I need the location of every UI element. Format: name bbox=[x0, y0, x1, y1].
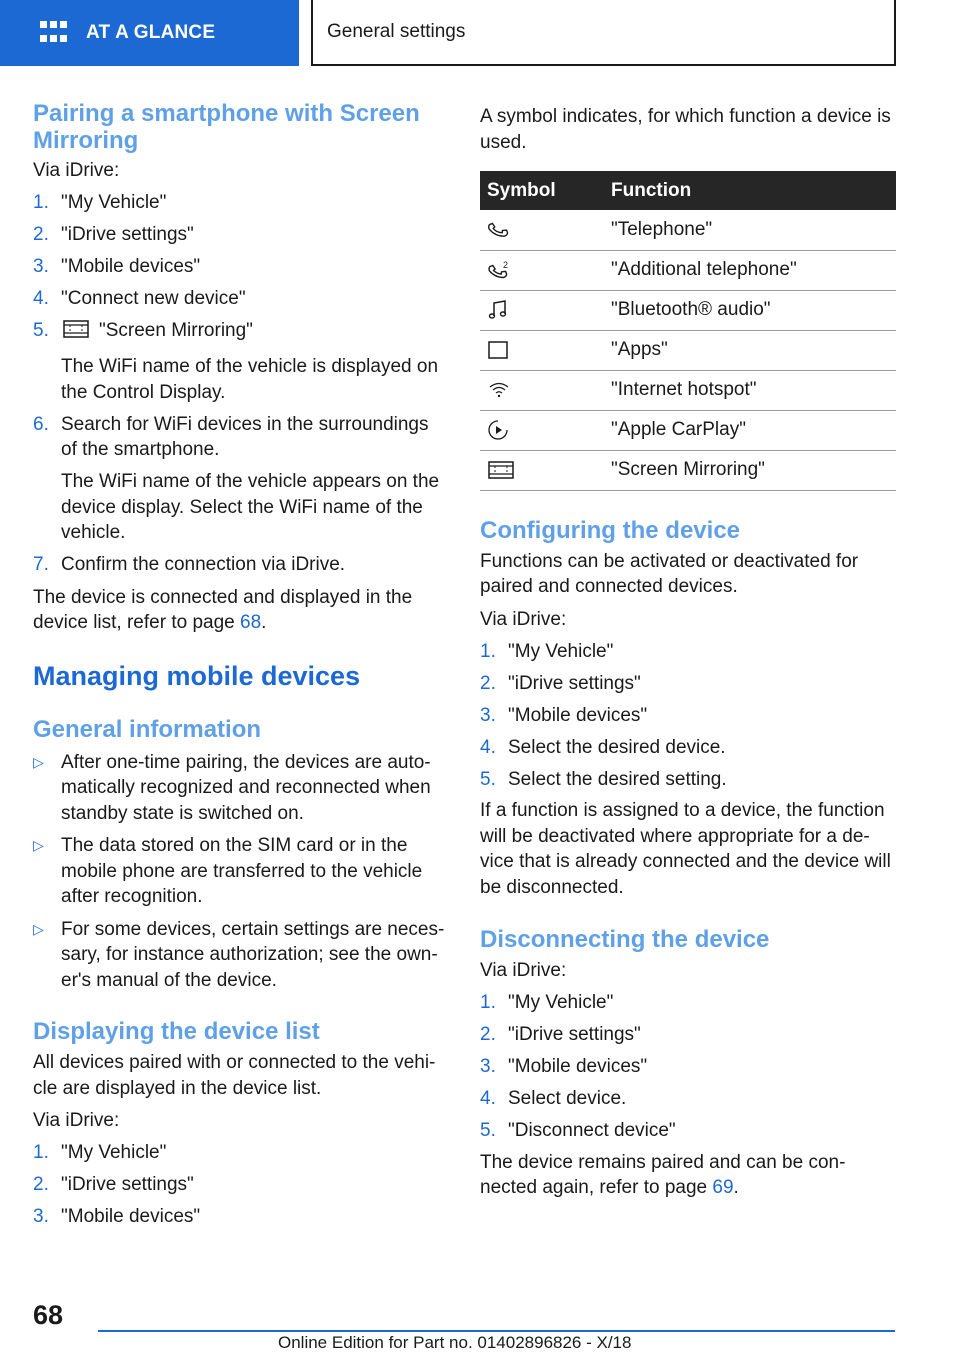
disconnecting-steps bbox=[480, 990, 896, 1144]
function-cell: "Screen Mirroring" bbox=[604, 450, 896, 490]
device-list-heading: Displaying the device list bbox=[33, 1018, 320, 1045]
step-text: "My Vehicle" bbox=[61, 192, 167, 213]
step-text: "My Vehicle" bbox=[508, 992, 614, 1013]
pairing-steps bbox=[33, 190, 448, 578]
list-item bbox=[480, 1022, 896, 1048]
bullet-text: After one-time pairing, the devices are auto-matically recognized and reconnected when standby state is switched on. bbox=[61, 751, 431, 824]
step-number: 2. bbox=[480, 672, 496, 694]
music-note-icon bbox=[487, 299, 604, 321]
list-item bbox=[480, 735, 896, 761]
connected-text: The device is connected and displayed in the device list, refer to page 68. bbox=[33, 586, 413, 633]
list-item bbox=[33, 412, 448, 546]
additional-telephone-icon bbox=[487, 259, 604, 281]
general-bullets bbox=[33, 750, 448, 994]
table-row bbox=[480, 330, 896, 370]
list-item bbox=[33, 833, 448, 910]
step-subtext: The WiFi name of the vehicle is displayed on the Control Display. bbox=[61, 356, 439, 403]
step-text: Select device. bbox=[508, 1088, 627, 1109]
step-number: 4. bbox=[480, 1088, 496, 1109]
device-list-steps bbox=[33, 1140, 448, 1230]
disconnecting-heading: Disconnecting the device bbox=[480, 926, 770, 953]
at-a-glance-tab[interactable] bbox=[0, 0, 299, 66]
right-column bbox=[480, 104, 896, 1201]
step-content bbox=[61, 190, 448, 216]
pairing-heading: Pairing a smartphone with Screen Mirroring bbox=[33, 100, 420, 154]
configuring-steps bbox=[480, 639, 896, 793]
list-item bbox=[33, 190, 448, 216]
step-number: 1. bbox=[33, 1142, 49, 1163]
bullet-text: For some devices, certain settings are neces-sary, for instance authorization; see the own-er's manual of the device. bbox=[61, 918, 445, 991]
list-item bbox=[33, 318, 448, 405]
function-cell: "Apps" bbox=[604, 330, 896, 370]
function-cell: "Telephone" bbox=[604, 210, 896, 250]
step-text: "My Vehicle" bbox=[61, 1142, 167, 1163]
list-item bbox=[480, 671, 896, 697]
step-number: 7. bbox=[33, 554, 49, 575]
function-cell: "Internet hotspot" bbox=[604, 370, 896, 410]
table-row bbox=[480, 410, 896, 450]
step-number: 4. bbox=[480, 736, 496, 758]
function-column-header: Function bbox=[604, 171, 896, 210]
step-content bbox=[61, 1140, 448, 1166]
footer-divider bbox=[98, 1330, 895, 1332]
step-text: Search for WiFi devices in the surroundings of the smartphone. bbox=[61, 413, 429, 460]
step-text: "My Vehicle" bbox=[508, 640, 614, 662]
step-content bbox=[61, 318, 448, 405]
step-content bbox=[61, 412, 448, 546]
list-item bbox=[480, 1086, 896, 1112]
disconnecting-via: Via iDrive: bbox=[480, 960, 567, 981]
list-item bbox=[33, 1204, 448, 1230]
step-number: 4. bbox=[33, 288, 49, 309]
step-text: Select the desired setting. bbox=[508, 768, 727, 790]
table-row bbox=[480, 250, 896, 290]
screen-mirroring-icon bbox=[487, 459, 604, 481]
step-text: "Mobile devices" bbox=[508, 704, 648, 726]
step-number: 6. bbox=[33, 413, 49, 435]
general-heading: General information bbox=[33, 715, 262, 743]
disconnect-text: The device remains paired and can be con-nected again, refer to page 69. bbox=[480, 1151, 846, 1198]
step-content bbox=[508, 1054, 896, 1080]
svg-text:2: 2 bbox=[503, 260, 509, 270]
step-content bbox=[508, 639, 896, 665]
grid-menu-icon bbox=[40, 21, 67, 45]
list-item bbox=[33, 1172, 448, 1198]
list-item bbox=[480, 1054, 896, 1080]
device-list-via: Via iDrive: bbox=[33, 1110, 120, 1131]
step-text: Select the desired device. bbox=[508, 736, 726, 758]
step-number: 1. bbox=[33, 192, 49, 213]
step-content bbox=[508, 703, 896, 729]
step-text: "Mobile devices" bbox=[61, 1206, 201, 1227]
step-content bbox=[61, 222, 448, 248]
step-content bbox=[61, 1172, 448, 1198]
table-row bbox=[480, 450, 896, 490]
wifi-hotspot-icon bbox=[487, 379, 604, 401]
left-column bbox=[33, 100, 448, 1230]
list-item bbox=[33, 1140, 448, 1166]
step-number: 2. bbox=[480, 1024, 496, 1045]
function-cell: "Bluetooth® audio" bbox=[604, 290, 896, 330]
step-text: "Screen Mirroring" bbox=[99, 320, 253, 341]
configuring-heading: Configuring the device bbox=[480, 516, 741, 544]
list-item bbox=[33, 222, 448, 248]
symbol-column-header: Symbol bbox=[480, 171, 604, 210]
list-item bbox=[480, 1118, 896, 1144]
step-content bbox=[508, 735, 896, 761]
step-number: 5. bbox=[480, 768, 496, 790]
step-number: 1. bbox=[480, 992, 496, 1013]
pairing-via: Via iDrive: bbox=[33, 160, 120, 181]
step-number: 3. bbox=[33, 1206, 49, 1227]
page-link-68[interactable]: 68 bbox=[240, 612, 262, 633]
step-number: 3. bbox=[480, 704, 496, 726]
list-item bbox=[33, 917, 448, 994]
bullet-triangle-icon: ▷ bbox=[33, 753, 44, 770]
step-text: "Disconnect device" bbox=[508, 1120, 676, 1141]
step-text: "iDrive settings" bbox=[508, 672, 641, 694]
table-row bbox=[480, 370, 896, 410]
section-title: General settings bbox=[311, 0, 896, 66]
list-item bbox=[480, 990, 896, 1016]
symbol-table bbox=[480, 171, 896, 491]
step-text: "iDrive settings" bbox=[508, 1024, 641, 1045]
carplay-icon bbox=[487, 419, 604, 441]
step-number: 2. bbox=[33, 224, 49, 245]
step-number: 2. bbox=[33, 1174, 49, 1195]
step-number: 5. bbox=[33, 320, 49, 341]
managing-heading: Managing mobile devices bbox=[33, 660, 361, 691]
bullet-text: The data stored on the SIM card or in the mobile phone are transferred to the vehicle after recognition. bbox=[61, 835, 423, 907]
step-content bbox=[61, 1204, 448, 1230]
step-content bbox=[508, 1086, 896, 1112]
configuring-via: Via iDrive: bbox=[480, 608, 567, 630]
step-content bbox=[508, 671, 896, 697]
step-text: "iDrive settings" bbox=[61, 224, 194, 245]
step-number: 3. bbox=[480, 1056, 496, 1077]
table-row bbox=[480, 210, 896, 250]
configuring-text: Functions can be activated or deactivated for paired and connected devices. bbox=[480, 550, 859, 597]
page-link-69[interactable]: 69 bbox=[712, 1177, 734, 1198]
step-content bbox=[508, 767, 896, 793]
step-text: "iDrive settings" bbox=[61, 1174, 194, 1195]
list-item bbox=[480, 639, 896, 665]
step-number: 3. bbox=[33, 256, 49, 277]
step-content bbox=[508, 1022, 896, 1048]
step-subtext: The WiFi name of the vehicle appears on the device display. Select the WiFi name of the vehicle. bbox=[61, 471, 440, 543]
list-item bbox=[33, 286, 448, 312]
step-content bbox=[508, 990, 896, 1016]
function-cell: "Apple CarPlay" bbox=[604, 410, 896, 450]
function-cell: "Additional telephone" bbox=[604, 250, 896, 290]
apps-icon bbox=[487, 339, 604, 361]
step-content bbox=[61, 552, 448, 578]
step-number: 1. bbox=[480, 640, 496, 662]
step-text: Confirm the connection via iDrive. bbox=[61, 554, 346, 575]
tab-label: AT A GLANCE bbox=[86, 22, 216, 43]
list-item bbox=[33, 750, 448, 827]
footer-edition: Online Edition for Part no. 01402896826 - X/18 bbox=[278, 1333, 632, 1352]
step-content bbox=[61, 254, 448, 280]
step-text: "Connect new device" bbox=[61, 288, 246, 309]
list-item bbox=[480, 703, 896, 729]
step-text: "Mobile devices" bbox=[61, 256, 201, 277]
step-number: 5. bbox=[480, 1120, 496, 1141]
symbol-intro: A symbol indicates, for which function a device is used. bbox=[480, 106, 891, 153]
step-content bbox=[508, 1118, 896, 1144]
table-row bbox=[480, 290, 896, 330]
telephone-icon bbox=[487, 219, 604, 241]
configuring-note: If a function is assigned to a device, the function will be deactivated where appropriate for a de-vice that is already connected and the device will be disconnected. bbox=[480, 800, 891, 898]
list-item bbox=[33, 254, 448, 280]
bullet-triangle-icon: ▷ bbox=[33, 837, 44, 853]
page-number: 68 bbox=[33, 1300, 64, 1330]
screen-mirroring-icon bbox=[61, 318, 91, 348]
step-content bbox=[61, 286, 448, 312]
list-item bbox=[33, 552, 448, 578]
list-item bbox=[480, 767, 896, 793]
step-text: "Mobile devices" bbox=[508, 1056, 648, 1077]
bullet-triangle-icon: ▷ bbox=[33, 920, 44, 937]
device-list-text: All devices paired with or connected to the vehi-cle are displayed in the device list. bbox=[33, 1052, 436, 1099]
